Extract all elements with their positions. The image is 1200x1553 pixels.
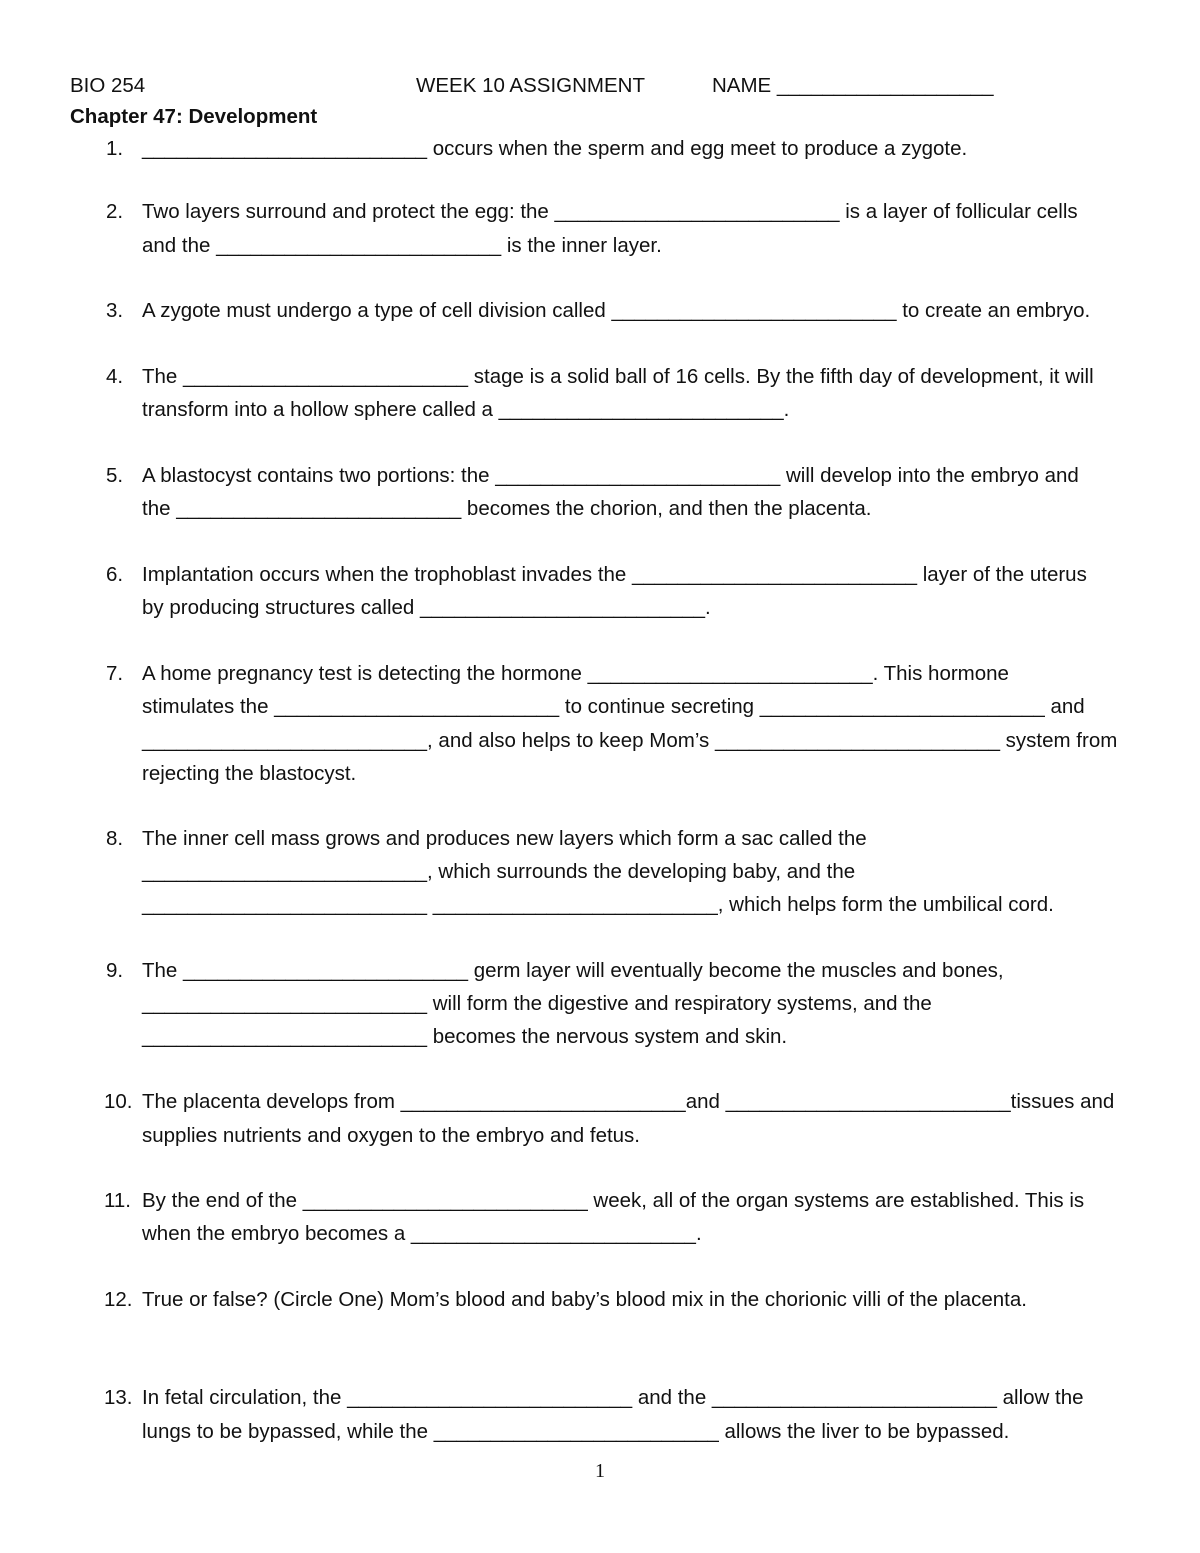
question-number: 3. — [106, 299, 124, 322]
question-line: The _________________________ germ layer will eventually become the muscles and bones, — [142, 959, 1004, 982]
question-line: By the end of the _________________________ week, all of the organ systems are established. This is — [142, 1189, 1085, 1212]
question-line: The inner cell mass grows and produces new layers which form a sac called the — [142, 827, 867, 850]
question-line: _________________________, which surrounds the developing baby, and the — [142, 860, 856, 883]
chapter-title: Chapter 47: Development — [70, 105, 318, 128]
question-line: Implantation occurs when the trophoblast invades the _________________________ layer of the uterus — [142, 563, 1087, 586]
assignment-title: WEEK 10 ASSIGNMENT — [416, 74, 645, 97]
question-line: the _________________________ becomes the chorion, and then the placenta. — [142, 497, 872, 520]
question-line: lungs to be bypassed, while the _________________________ allows the liver to be bypassed. — [142, 1420, 1010, 1443]
question-line: stimulates the _________________________ to continue secreting _________________________ and — [142, 695, 1085, 718]
question-number: 12. — [104, 1288, 133, 1311]
question-number: 2. — [106, 200, 124, 223]
question-number: 7. — [106, 662, 124, 685]
question-line: _________________________ will form the digestive and respiratory systems, and the — [142, 992, 932, 1015]
question-line: The _________________________ stage is a solid ball of 16 cells. By the fifth day of development, it will — [142, 365, 1094, 388]
question-line: In fetal circulation, the _________________________ and the _________________________ allow the — [142, 1386, 1084, 1409]
question-number: 1. — [106, 137, 124, 160]
question-number: 13. — [104, 1386, 133, 1409]
question-number: 6. — [106, 563, 124, 586]
question-line: and the _________________________ is the inner layer. — [142, 234, 662, 257]
question-line: when the embryo becomes a _________________________. — [142, 1222, 702, 1245]
question-line: A home pregnancy test is detecting the hormone _________________________. This hormone — [142, 662, 1009, 685]
question-number: 9. — [106, 959, 124, 982]
question-line: _________________________ _________________________, which helps form the umbilical cord. — [142, 893, 1054, 916]
question-line: A zygote must undergo a type of cell division called _________________________ to create an embryo. — [142, 299, 1091, 322]
question-number: 5. — [106, 464, 124, 487]
question-line: _________________________ occurs when the sperm and egg meet to produce a zygote. — [142, 137, 968, 160]
question-line: _________________________, and also helps to keep Mom’s _________________________ system from — [142, 729, 1118, 752]
question-line: by producing structures called _________________________. — [142, 596, 711, 619]
question-line: transform into a hollow sphere called a _________________________. — [142, 398, 790, 421]
question-line: True or false? (Circle One) Mom’s blood and baby’s blood mix in the chorionic villi of the placenta. — [142, 1288, 1027, 1311]
question-number: 4. — [106, 365, 124, 388]
question-line: Two layers surround and protect the egg: the _________________________ is a layer of follicular cells — [142, 200, 1078, 223]
question-line: rejecting the blastocyst. — [142, 762, 357, 785]
question-number: 11. — [104, 1189, 131, 1212]
question-line: supplies nutrients and oxygen to the embryo and fetus. — [142, 1124, 641, 1147]
question-number: 8. — [106, 827, 124, 850]
question-line: The placenta develops from _________________________and _________________________tissues and — [142, 1090, 1115, 1113]
name-field: NAME ___________________ — [712, 74, 994, 97]
question-line: _________________________ becomes the nervous system and skin. — [142, 1025, 788, 1048]
question-line: A blastocyst contains two portions: the _________________________ will develop into the embryo and — [142, 464, 1079, 487]
course-code: BIO 254 — [70, 74, 146, 97]
page-number: 1 — [595, 1460, 605, 1482]
question-number: 10. — [104, 1090, 133, 1113]
